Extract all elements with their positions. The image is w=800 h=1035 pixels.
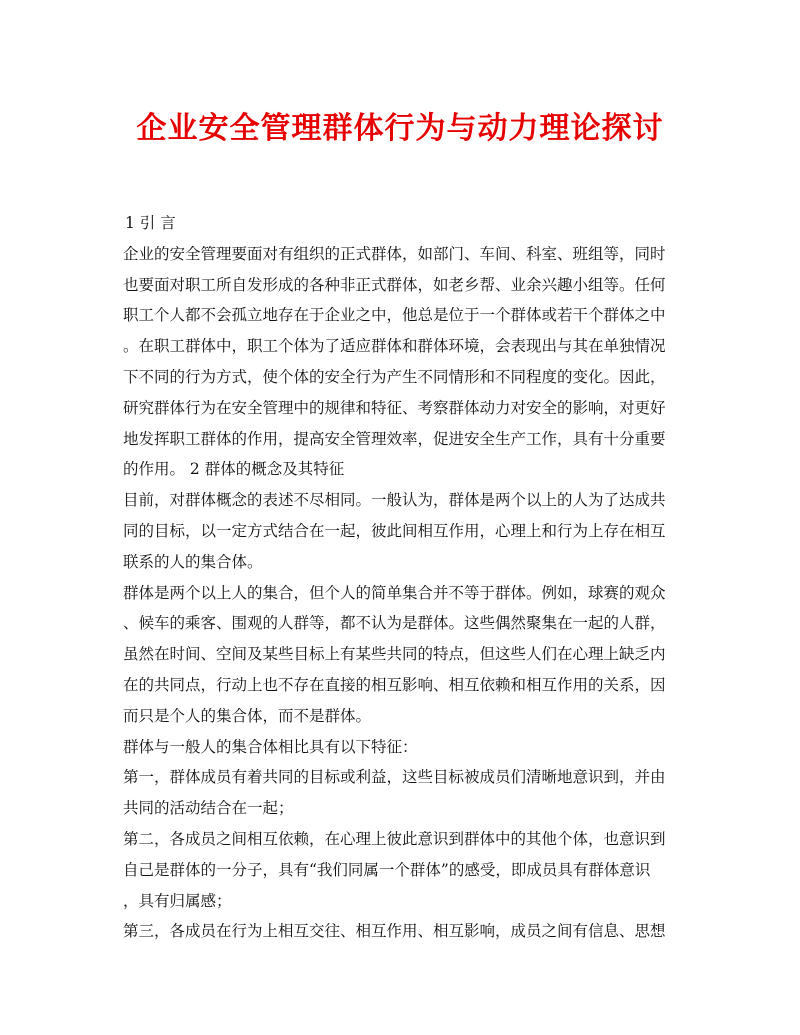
body-line: 研究群体行为在安全管理中的规律和特征、考察群体动力对安全的影响，对更好 xyxy=(123,398,666,417)
body-line: 自己是群体的一分子，具有“我们同属一个群体”的感受，即成员具有群体意识 xyxy=(123,860,651,879)
body-line: 地发挥职工群体的作用，提高安全管理效率，促进安全生产工作，具有十分重要 xyxy=(123,429,666,448)
body-line: 联系的人的集合体。 xyxy=(123,552,263,571)
document-title: 企业安全管理群体行为与动力理论探讨 xyxy=(136,111,664,146)
body-line: 。在职工群体中，职工个体为了适应群体和群体环境，会表现出与其在单独情况 xyxy=(123,337,666,356)
body-line: 第二，各成员之间相互依赖，在心理上彼此意识到群体中的其他个体，也意识到 xyxy=(123,829,666,848)
body-line: 下不同的行为方式，使个体的安全行为产生不同情形和不同程度的变化。因此， xyxy=(123,367,666,386)
body-line: 群体是两个以上人的集合，但个人的简单集合并不等于群体。例如，球赛的观众 xyxy=(123,583,666,602)
body-line: 同的目标，以一定方式结合在一起，彼此间相互作用，心理上和行为上存在相互 xyxy=(123,521,666,540)
body-line: 虽然在时间、空间及某些目标上有某些共同的特点，但这些人们在心理上缺乏内 xyxy=(123,645,666,664)
section-heading-intro: 1 引 言 xyxy=(125,214,176,232)
body-line: 而只是个人的集合体，而不是群体。 xyxy=(123,706,372,725)
body-line: ，具有归属感； xyxy=(123,891,232,910)
body-line: 、候车的乘客、围观的人群等，都不认为是群体。这些偶然聚集在一起的人群， xyxy=(123,614,666,633)
body-line: 也要面对职工所自发形成的各种非正式群体，如老乡帮、业余兴趣小组等。任何 xyxy=(123,275,666,294)
body-line: 目前，对群体概念的表述不尽相同。一般认为，群体是两个以上的人为了达成共 xyxy=(123,491,666,510)
document-body xyxy=(123,208,678,947)
body-line: 第三，各成员在行为上相互交往、相互作用、相互影响，成员之间有信息、思想 xyxy=(123,922,666,941)
body-line: 职工个人都不会孤立地存在于企业之中，他总是位于一个群体或若干个群体之中 xyxy=(123,306,666,325)
body-line-with-section-heading: 的作用。 2 群体的概念及其特征 xyxy=(123,460,345,479)
body-line: 第一，群体成员有着共同的目标或利益，这些目标被成员们清晰地意识到，并由 xyxy=(123,768,666,787)
body-line: 共同的活动结合在一起； xyxy=(123,799,294,818)
body-line: 群体与一般人的集合体相比具有以下特征： xyxy=(123,737,418,756)
body-line: 在的共同点，行动上也不存在直接的相互影响、相互依赖和相互作用的关系，因 xyxy=(123,675,666,694)
body-line: 企业的安全管理要面对有组织的正式群体，如部门、车间、科室、班组等，同时 xyxy=(123,244,666,263)
